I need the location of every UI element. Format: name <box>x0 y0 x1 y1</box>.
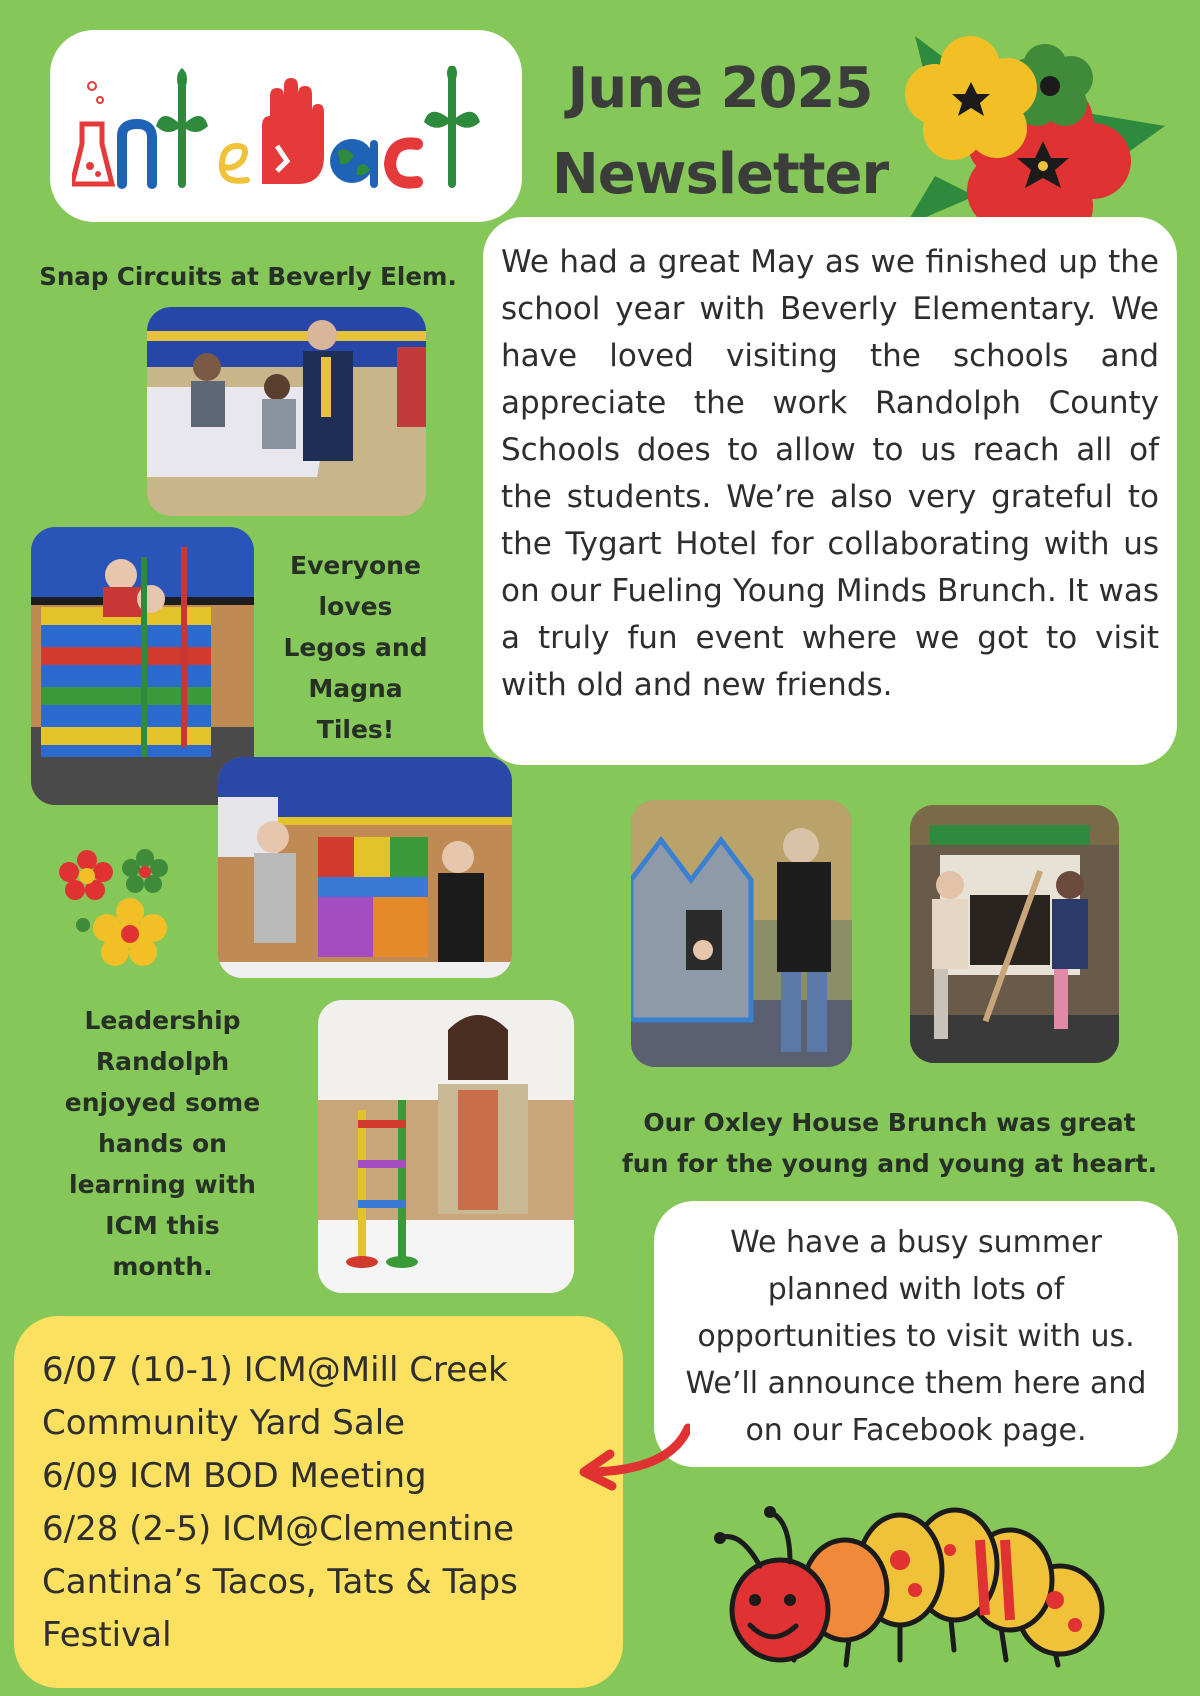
caption-line: Everyone <box>290 551 421 580</box>
caption-line: Our Oxley House Brunch was great <box>643 1108 1136 1137</box>
caterpillar-icon <box>710 1500 1130 1685</box>
lego-wall-photo <box>31 527 254 805</box>
summer-line: We have a busy summer <box>730 1225 1102 1260</box>
plant-icon <box>424 66 480 184</box>
event-line: 6/28 (2-5) ICM@Clementine <box>42 1509 515 1549</box>
dot-icon <box>76 918 90 932</box>
flowers-decoration <box>895 26 1170 246</box>
red-flower-icon <box>59 850 113 900</box>
event-line: Community Yard Sale <box>42 1403 406 1443</box>
logo-card <box>50 30 522 222</box>
event-line: Cantina’s Tacos, Tats & Taps <box>42 1562 518 1602</box>
summer-text <box>664 1219 1168 1454</box>
caption-line: month. <box>112 1252 213 1281</box>
event-line: 6/09 ICM BOD Meeting <box>42 1456 427 1496</box>
title-line-1: June 2025 <box>567 56 873 121</box>
arrow-icon <box>570 1420 690 1500</box>
magna-tiles-photo <box>218 757 512 978</box>
caption-line: Magna <box>308 674 403 703</box>
caption-line: learning with <box>69 1170 256 1199</box>
summer-card <box>654 1201 1178 1467</box>
oxley-caption <box>612 1102 1167 1184</box>
snap-circuits-photo <box>147 307 426 516</box>
caption-line: Tiles! <box>316 715 395 744</box>
caption-line: fun for the young and young at heart. <box>621 1149 1158 1178</box>
caption-line: Leadership <box>84 1006 241 1035</box>
oxley-tunnel-photo <box>631 800 852 1067</box>
newsletter-title <box>530 46 910 218</box>
flask-icon <box>72 82 112 184</box>
summer-line: We’ll announce them here and <box>685 1366 1147 1401</box>
intro-paragraph: We had a great May as we finished up the school year with Beverly Elementary. We have loved visiting the schools and appreciate the work Randolph County Schools does to allow to us reach all of the students. We’re also very grateful to the Tygart Hotel for collaborating with us on our Fueling Young Minds Brunch. It was a truly fun event where we got to visit with old and new friends. <box>501 244 1159 703</box>
summer-line: opportunities to visit with us. <box>697 1319 1135 1354</box>
plant-icon <box>156 68 208 184</box>
event-line: 6/07 (10-1) ICM@Mill Creek <box>42 1350 508 1390</box>
title-line-2: Newsletter <box>551 142 889 207</box>
events-card <box>14 1316 623 1688</box>
summer-line: planned with lots of <box>767 1272 1065 1307</box>
caption-line: ICM this <box>105 1211 220 1240</box>
green-flower-icon <box>122 849 168 893</box>
caption-line: hands on <box>98 1129 227 1158</box>
globe-icon <box>330 139 374 184</box>
yellow-flower-icon <box>93 898 167 966</box>
caption-line: Legos and <box>283 633 428 662</box>
summer-line: on our Facebook page. <box>745 1413 1087 1448</box>
legos-caption <box>258 545 453 750</box>
oxley-fireplace-photo <box>910 805 1119 1063</box>
interact-logo <box>72 66 502 196</box>
marble-run-photo <box>318 1000 574 1293</box>
caption-line: loves <box>318 592 393 621</box>
caption-line: enjoyed some <box>64 1088 261 1117</box>
intro-card <box>483 217 1177 765</box>
leadership-caption <box>40 1000 285 1287</box>
event-line: Festival <box>42 1615 172 1655</box>
caption-line: Randolph <box>95 1047 230 1076</box>
snap-circuits-caption: Snap Circuits at Beverly Elem. <box>39 262 457 291</box>
hand-icon <box>262 78 324 184</box>
small-flowers-decoration <box>55 840 175 970</box>
